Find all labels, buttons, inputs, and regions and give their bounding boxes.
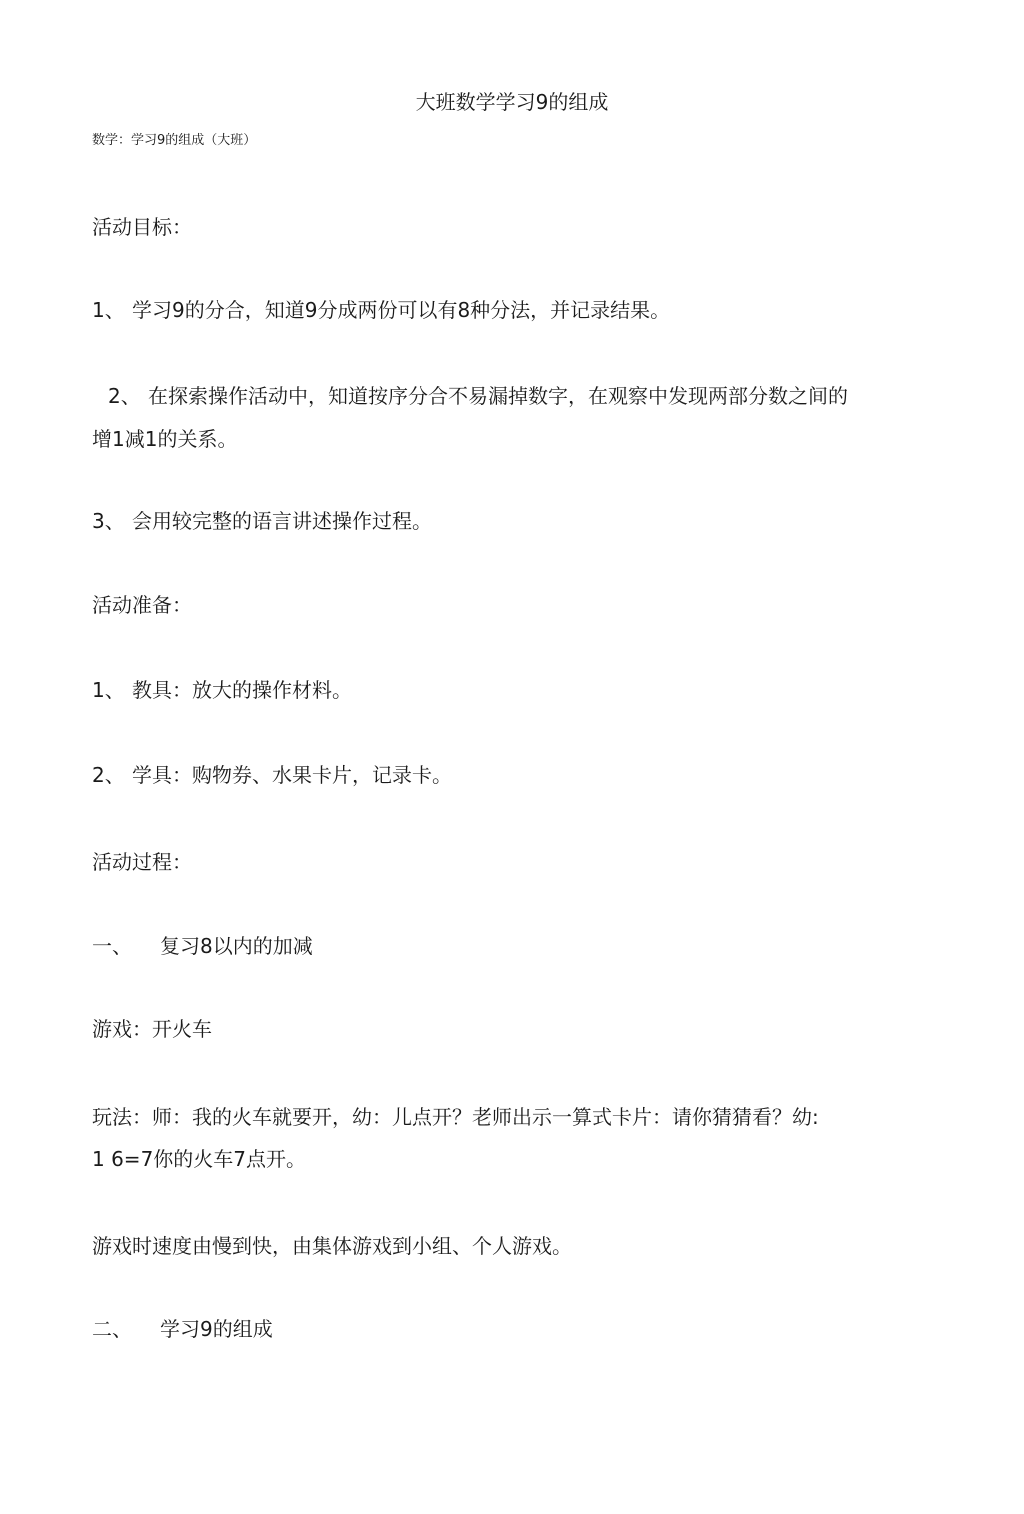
goal-item-2 xyxy=(108,383,848,409)
play-line-1: 玩法：师：我的火车就要开，幼：儿点开？老师出示一算式卡片：请你猜猜看？幼: xyxy=(92,1105,819,1129)
goal-item-1-text: 学习9的分合，知道9分成两份可以有8种分法，并记录结果。 xyxy=(132,298,671,322)
goal-item-3-text: 会用较完整的语言讲述操作过程。 xyxy=(132,509,432,533)
section-2-heading xyxy=(92,1316,273,1342)
goals-heading: 活动目标： xyxy=(92,215,192,239)
goal-item-1 xyxy=(92,297,670,323)
process-heading: 活动过程： xyxy=(92,850,192,874)
section-2-number: 二、 xyxy=(92,1317,132,1341)
prep-item-1 xyxy=(92,677,352,703)
prep-item-1-number: 1、 xyxy=(92,678,125,702)
goal-item-1-number: 1、 xyxy=(92,298,125,322)
goal-item-2-number: 2、 xyxy=(108,384,141,408)
prep-item-2-number: 2、 xyxy=(92,763,125,787)
goal-item-2-text: 在探索操作活动中，知道按序分合不易漏掉数字，在观察中发现两部分数之间的 xyxy=(148,384,848,408)
goal-item-3-number: 3、 xyxy=(92,509,125,533)
section-1-heading xyxy=(92,933,313,959)
section-1-text: 复习8以内的加减 xyxy=(160,934,313,958)
page-subtitle: 数学：学习9的组成（大班） xyxy=(92,133,257,148)
prep-item-1-text: 教具：放大的操作材料。 xyxy=(132,678,352,702)
game-line: 游戏：开火车 xyxy=(92,1017,212,1041)
goal-item-3 xyxy=(92,508,432,534)
play-line-2: 1 6=7你的火车7点开。 xyxy=(92,1147,307,1171)
prep-item-2-text: 学具：购物券、水果卡片，记录卡。 xyxy=(132,763,452,787)
section-2-text: 学习9的组成 xyxy=(160,1317,273,1341)
page-title: 大班数学学习9的组成 xyxy=(415,90,609,114)
goal-item-2-continuation: 增1减1的关系。 xyxy=(92,427,238,451)
prep-heading: 活动准备： xyxy=(92,593,192,617)
game-note: 游戏时速度由慢到快，由集体游戏到小组、个人游戏。 xyxy=(92,1234,572,1258)
prep-item-2 xyxy=(92,762,452,788)
section-1-number: 一、 xyxy=(92,934,132,958)
